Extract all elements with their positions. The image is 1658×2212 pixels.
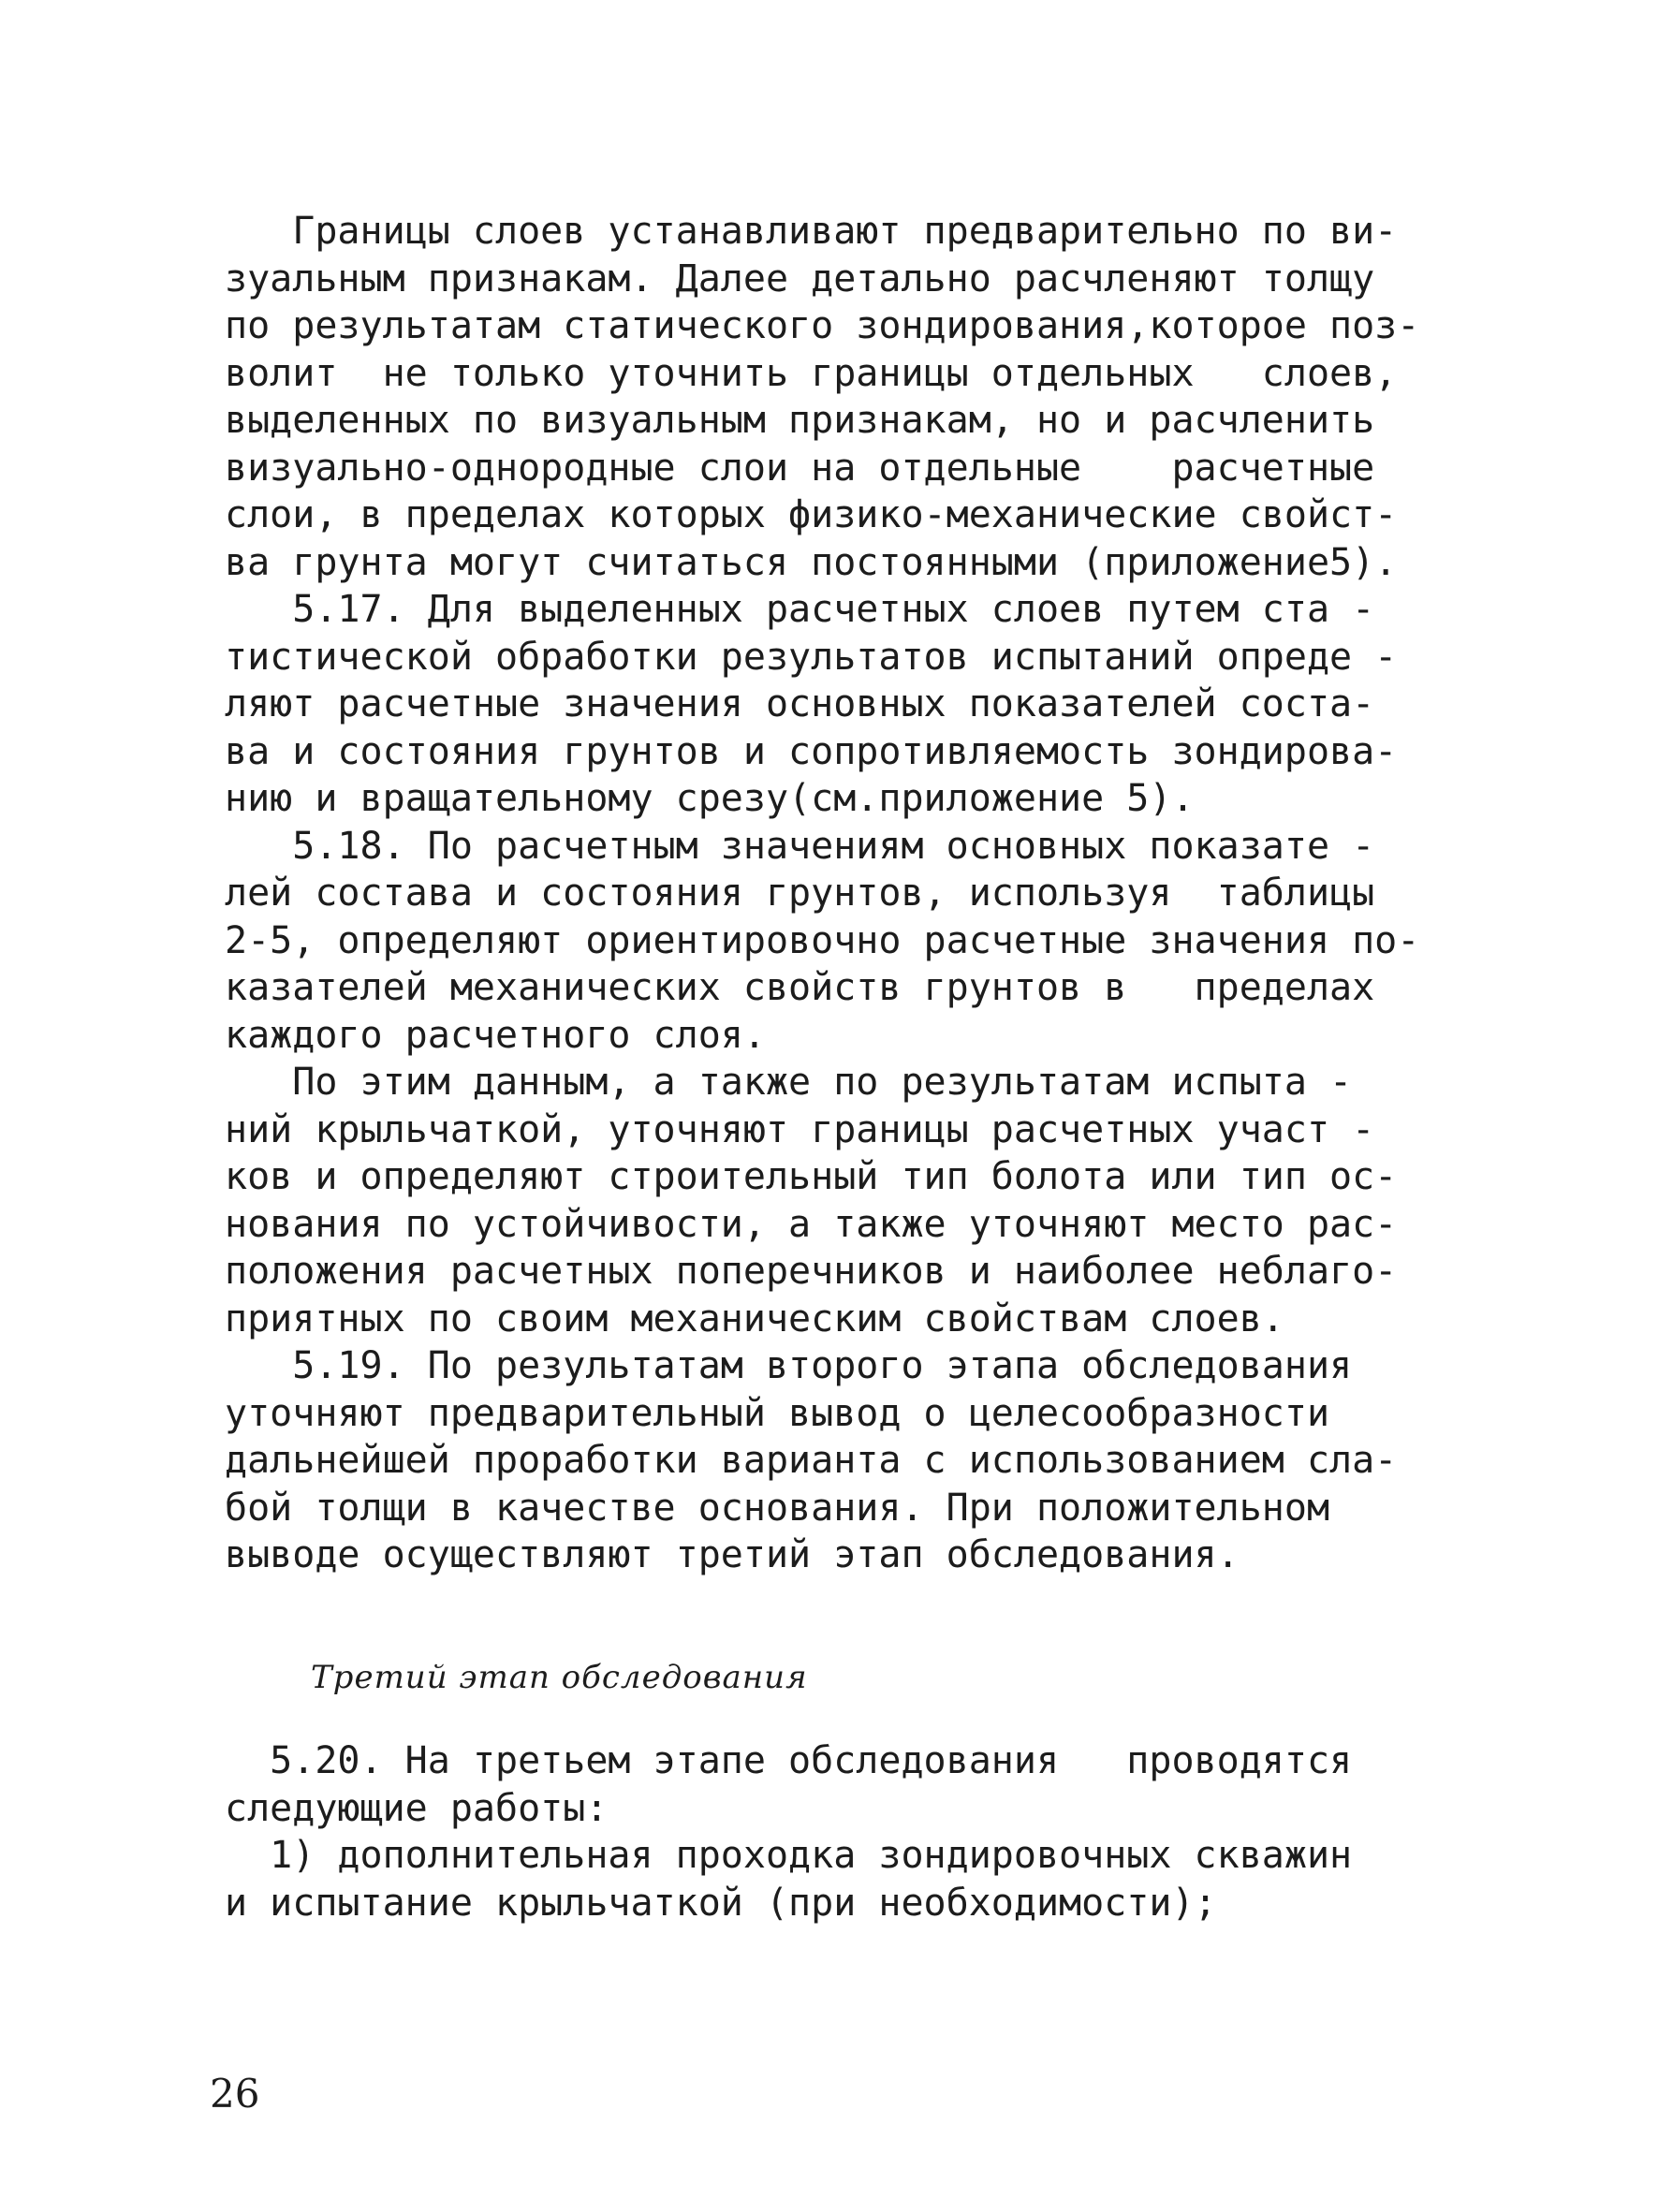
text-line: ний крыльчаткой, уточняют границы расчетных участ - bbox=[225, 1107, 1375, 1151]
text-line: приятных по своим механическим свойствам слоев. bbox=[225, 1296, 1284, 1340]
text-line: уточняют предварительный вывод о целесообразности bbox=[225, 1391, 1330, 1435]
text-line: выделенных по визуальным признакам, но и расчленить bbox=[225, 399, 1375, 442]
text-line: ков и определяют строительный тип болота или тип ос- bbox=[225, 1155, 1398, 1198]
text-line: ва и состояния грунтов и сопротивляемость зондирова- bbox=[225, 729, 1398, 773]
text-line: 2-5, определяют ориентировочно расчетные значения по- bbox=[225, 918, 1420, 962]
text-line: ляют расчетные значения основных показателей соста- bbox=[225, 682, 1375, 725]
text-line: нию и вращательному срезу(см.приложение 5). bbox=[225, 777, 1195, 820]
text-line: тистической обработки результатов испытаний опреде - bbox=[225, 635, 1398, 679]
text-line: каждого расчетного слоя. bbox=[225, 1013, 766, 1057]
text-line: По этим данным, а также по результатам испыта - bbox=[225, 1061, 1353, 1104]
text-line: зуальным признакам. Далее детально расчленяют толщу bbox=[225, 256, 1375, 300]
text-line: лей состава и состояния грунтов, используя таблицы bbox=[225, 872, 1375, 915]
text-line: выводе осуществляют третий этап обследования. bbox=[225, 1533, 1240, 1576]
text-line: слои, в пределах которых физико-механические свойст- bbox=[225, 493, 1398, 536]
text-line: казателей механических свойств грунтов в пределах bbox=[225, 966, 1375, 1009]
text-line: положения расчетных поперечников и наиболее неблаго- bbox=[225, 1250, 1398, 1293]
text-line: по результатам статического зондирования,которое поз- bbox=[225, 304, 1420, 347]
text-line: визуально-однородные слои на отдельные расчетные bbox=[225, 446, 1375, 490]
text-line: ва грунта могут считаться постоянными (приложение5). bbox=[225, 540, 1398, 584]
text-line: нования по устойчивости, а также уточняют место рас- bbox=[225, 1202, 1398, 1246]
text-line: 5.19. По результатам второго этапа обследования bbox=[225, 1344, 1353, 1387]
text-line: 5.20. На третьем этапе обследования проводятся bbox=[225, 1739, 1353, 1782]
text-line: бой толщи в качестве основания. При положительном bbox=[225, 1486, 1330, 1530]
text-line: и испытание крыльчаткой (при необходимости); bbox=[225, 1881, 1217, 1925]
section-heading: Третий этап обследования bbox=[311, 1659, 808, 1696]
text-line: волит не только уточнить границы отдельных слоев, bbox=[225, 351, 1398, 395]
section-text bbox=[225, 1737, 1460, 1926]
text-line: 5.18. По расчетным значениям основных показате - bbox=[225, 824, 1375, 868]
page-number: 26 bbox=[210, 2071, 260, 2117]
text-line: 5.17. Для выделенных расчетных слоев путем ста - bbox=[225, 588, 1375, 631]
text-line: дальнейшей проработки варианта с использованием сла- bbox=[225, 1439, 1398, 1482]
text-line: следующие работы: bbox=[225, 1786, 609, 1830]
text-line: Границы слоев устанавливают предварительно по ви- bbox=[225, 210, 1398, 253]
body-text bbox=[225, 208, 1460, 1579]
text-line: 1) дополнительная проходка зондировочных скважин bbox=[225, 1834, 1353, 1877]
